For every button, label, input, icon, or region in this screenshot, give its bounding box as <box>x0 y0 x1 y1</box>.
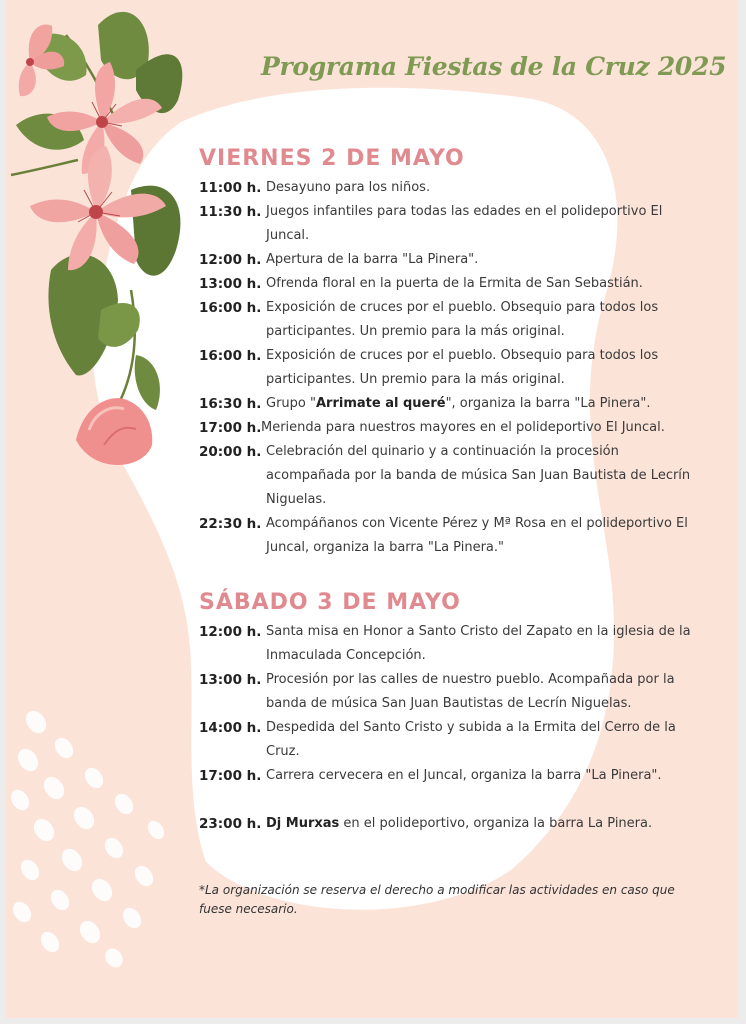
event-description: Procesión por las calles de nuestro pueblo. Acompañada por la banda de música San Juan Bautistas de Lecrín Niguelas. <box>266 672 675 711</box>
event-time: 20:00 h. <box>199 444 262 460</box>
schedule-row <box>199 296 699 344</box>
event-description: Despedida del Santo Cristo y subida a la Ermita del Cerro de la Cruz. <box>266 720 676 759</box>
event-time: 22:30 h. <box>199 516 262 532</box>
event-time: 13:00 h. <box>199 276 262 292</box>
event-description: Carrera cervecera en el Juncal, organiza la barra "La Pinera". <box>266 768 662 783</box>
event-description: Exposición de cruces por el pueblo. Obsequio para todos los participantes. Un premio para la más original. <box>266 300 659 339</box>
dj-name: Dj Murxas <box>266 816 340 831</box>
schedule-row <box>199 176 699 200</box>
event-description: Santa misa en Honor a Santo Cristo del Zapato en la iglesia de la Inmaculada Concepción. <box>266 624 691 663</box>
schedule-row <box>199 344 699 392</box>
schedule-row <box>199 668 699 716</box>
schedule-row <box>199 200 699 248</box>
event-time: 12:00 h. <box>199 624 262 640</box>
event-description: Acompáñanos con Vicente Pérez y Mª Rosa en el polideportivo El Juncal, organiza la barra "La Pinera." <box>266 516 688 555</box>
event-time: 16:00 h. <box>199 348 262 364</box>
schedule-row <box>199 392 699 416</box>
schedule-row <box>199 248 699 272</box>
event-time: 13:00 h. <box>199 672 262 688</box>
schedule-row <box>199 272 699 296</box>
schedule-row <box>199 620 699 668</box>
event-time: 16:00 h. <box>199 300 262 316</box>
schedule-row <box>199 764 699 788</box>
event-description: Celebración del quinario y a continuación la procesión acompañada por la banda de música San Juan Bautista de Lecrín Niguelas. <box>266 444 691 507</box>
event-time: 12:00 h. <box>199 252 262 268</box>
schedule-row <box>199 416 699 440</box>
page-title: Programa Fiestas de la Cruz 2025 <box>261 52 727 81</box>
schedule-row <box>199 812 699 836</box>
band-name: Arrimate al queré <box>315 396 446 411</box>
schedule-row <box>199 440 699 512</box>
event-description: Dj Murxas en el polideportivo, organiza la barra La Pinera. <box>266 816 653 831</box>
event-time: 16:30 h. <box>199 396 262 412</box>
poster <box>6 0 738 1018</box>
event-description: Merienda para nuestros mayores en el polideportivo El Juncal. <box>261 420 665 435</box>
leaf-icon <box>135 355 160 410</box>
event-description: Exposición de cruces por el pueblo. Obsequio para todos los participantes. Un premio para la más original. <box>266 348 659 387</box>
day-heading-saturday: SÁBADO 3 DE MAYO <box>199 590 461 615</box>
day-heading-friday: VIERNES 2 DE MAYO <box>199 146 465 171</box>
event-description: Grupo "Arrimate al queré", organiza la barra "La Pinera". <box>266 396 651 411</box>
event-time: 11:30 h. <box>199 204 262 220</box>
disclaimer-note: *La organización se reserva el derecho a modificar las actividades en caso que fuese necesario. <box>199 883 675 916</box>
event-time: 14:00 h. <box>199 720 262 736</box>
event-time: 17:00 h. <box>199 768 262 784</box>
event-description: Juegos infantiles para todas las edades en el polideportivo El Juncal. <box>266 204 663 243</box>
schedule-row <box>199 716 699 764</box>
floral-decoration-illustration <box>6 0 196 480</box>
bell-flower-icon <box>76 398 152 465</box>
event-time: 17:00 h. <box>199 420 262 436</box>
event-description: Apertura de la barra "La Pinera". <box>266 252 479 267</box>
event-description: Ofrenda floral en la puerta de la Ermita de San Sebastián. <box>266 276 643 291</box>
event-description: Desayuno para los niños. <box>266 180 431 195</box>
event-time: 23:00 h. <box>199 816 262 832</box>
schedule-row <box>199 512 699 560</box>
white-dots-pattern <box>6 700 186 970</box>
event-time: 11:00 h. <box>199 180 262 196</box>
